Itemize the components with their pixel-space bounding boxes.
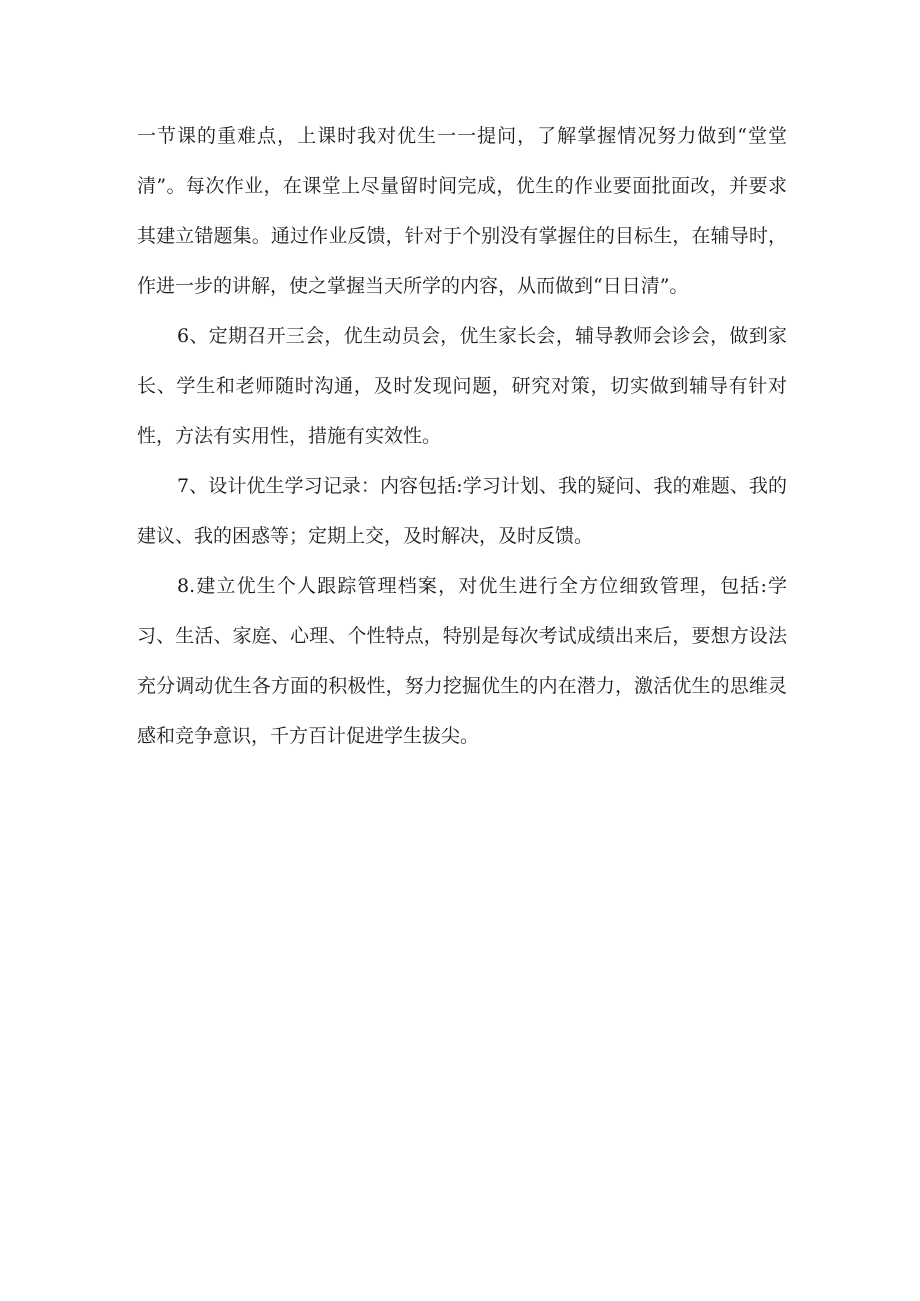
paragraph-item-8: 8.建立优生个人跟踪管理档案，对优生进行全方位细致管理，包括:学习、生活、家庭、心理、个性特点，特别是每次考试成绩出来后，要想方设法充分调动优生各方面的积极性，努力挖掘优生的内在潜力，激活优生的思维灵感和竞争意识，千方百计促进学生拔尖。 xyxy=(137,575,787,747)
paragraph-continuation: 一节课的重难点，上课时我对优生一一提问，了解掌握情况努力做到“堂堂清”。每次作业，在课堂上尽量留时间完成，优生的作业要面批面改，并要求其建立错题集。通过作业反馈，针对于个别没有掌握住的目标生，在辅导时，作进一步的讲解，使之掌握当天所学的内容，从而做到“日日清”。 xyxy=(137,125,787,297)
document-body xyxy=(137,111,787,761)
paragraph-item-6: 6、定期召开三会，优生动员会，优生家长会，辅导教师会诊会，做到家长、学生和老师随时沟通，及时发现问题，研究对策，切实做到辅导有针对性，方法有实用性，措施有实效性。 xyxy=(137,325,787,447)
paragraph-item-7: 7、设计优生学习记录：内容包括:学习计划、我的疑问、我的难题、我的建议、我的困惑等；定期上交，及时解决，及时反馈。 xyxy=(137,475,787,547)
